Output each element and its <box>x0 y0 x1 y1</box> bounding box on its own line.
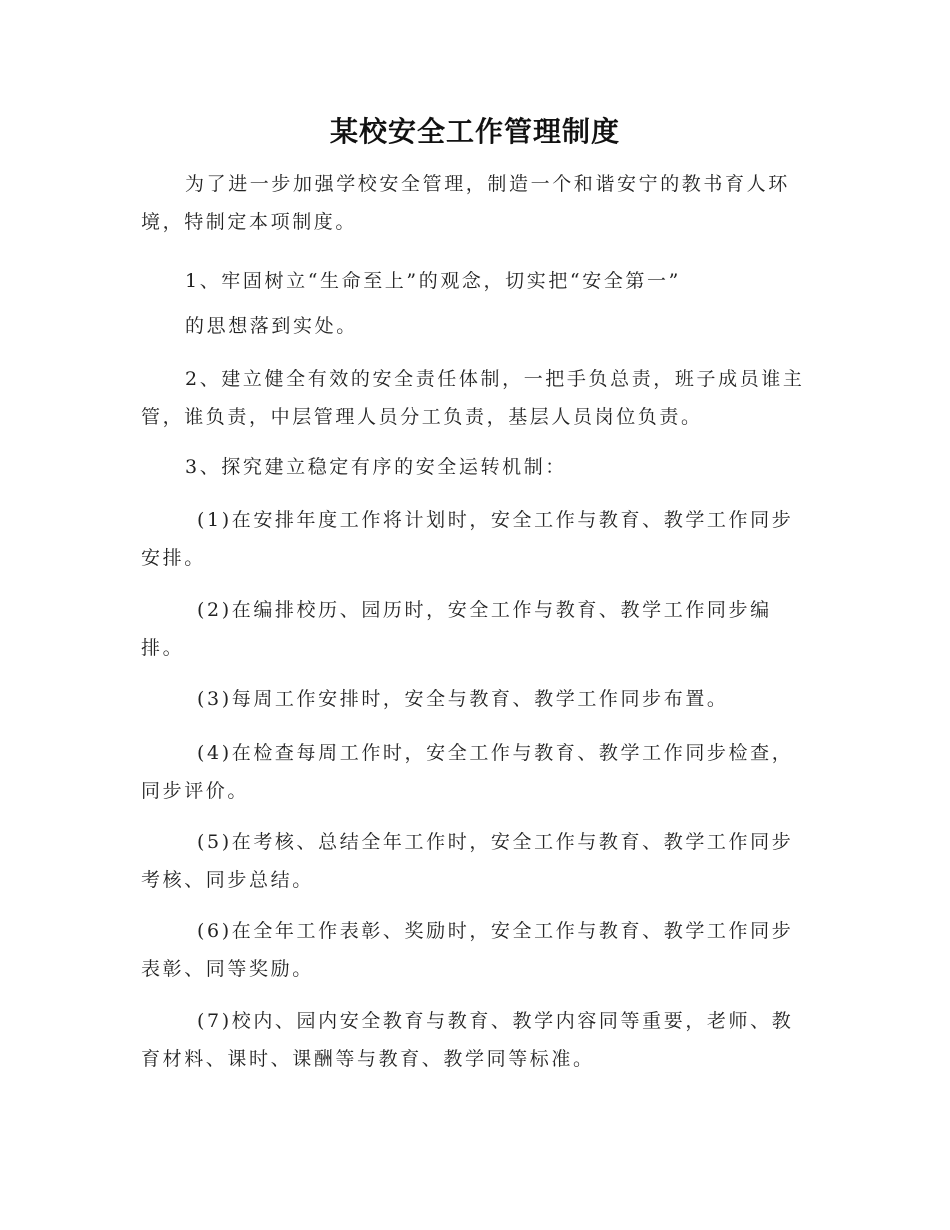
paragraph-item-3 <box>141 448 811 486</box>
paragraph-intro <box>141 165 811 241</box>
paragraph-line: (7)校内、园内安全教育与教育、教学内容同等重要，老师、教 <box>197 1010 794 1032</box>
paragraph-line: 同步评价。 <box>141 780 250 802</box>
paragraph-line: 排。 <box>141 637 185 659</box>
paragraph-line: (3)每周工作安排时，安全与教育、教学工作同步布置。 <box>197 688 729 710</box>
paragraph-line: 1、牢固树立“生命至上”的观念，切实把“安全第一” <box>185 270 681 292</box>
paragraph-line: 2、建立健全有效的安全责任体制，一把手负总责，班子成员谁主 <box>185 368 805 390</box>
paragraph-subitem-1 <box>141 501 811 577</box>
paragraph-line: (2)在编排校历、园历时，安全工作与教育、教学工作同步编 <box>197 599 772 621</box>
paragraph-line: (4)在检查每周工作时，安全工作与教育、教学工作同步检查， <box>197 742 794 764</box>
paragraph-line: 安排。 <box>141 547 206 569</box>
paragraph-line: 表彰、同等奖励。 <box>141 958 314 980</box>
paragraph-line: (1)在安排年度工作将计划时，安全工作与教育、教学工作同步 <box>197 509 794 531</box>
paragraph-item-1 <box>141 262 811 300</box>
paragraph-line: 为了进一步加强学校安全管理，制造一个和谐安宁的教书育人环 <box>185 173 790 195</box>
paragraph-subitem-4 <box>141 734 811 810</box>
paragraph-line: 考核、同步总结。 <box>141 869 314 891</box>
paragraph-subitem-2 <box>141 591 811 667</box>
paragraph-item-2 <box>141 360 811 436</box>
paragraph-line: 的思想落到实处。 <box>185 315 358 337</box>
paragraph-line: (6)在全年工作表彰、奖励时，安全工作与教育、教学工作同步 <box>197 920 794 942</box>
paragraph-line: 育材料、课时、课酬等与教育、教学同等标准。 <box>141 1048 595 1070</box>
paragraph-subitem-5 <box>141 823 811 899</box>
paragraph-line: (5)在考核、总结全年工作时，安全工作与教育、教学工作同步 <box>197 831 794 853</box>
paragraph-line: 境，特制定本项制度。 <box>141 211 358 233</box>
document-title: 某校安全工作管理制度 <box>329 115 620 148</box>
paragraph-line: 管，谁负责，中层管理人员分工负责，基层人员岗位负责。 <box>141 406 703 428</box>
paragraph-subitem-3 <box>141 680 811 718</box>
paragraph-subitem-7 <box>141 1002 811 1078</box>
paragraph-item-1-cont <box>141 307 811 345</box>
paragraph-line: 3、探究建立稳定有序的安全运转机制： <box>185 456 567 478</box>
paragraph-subitem-6 <box>141 912 811 988</box>
